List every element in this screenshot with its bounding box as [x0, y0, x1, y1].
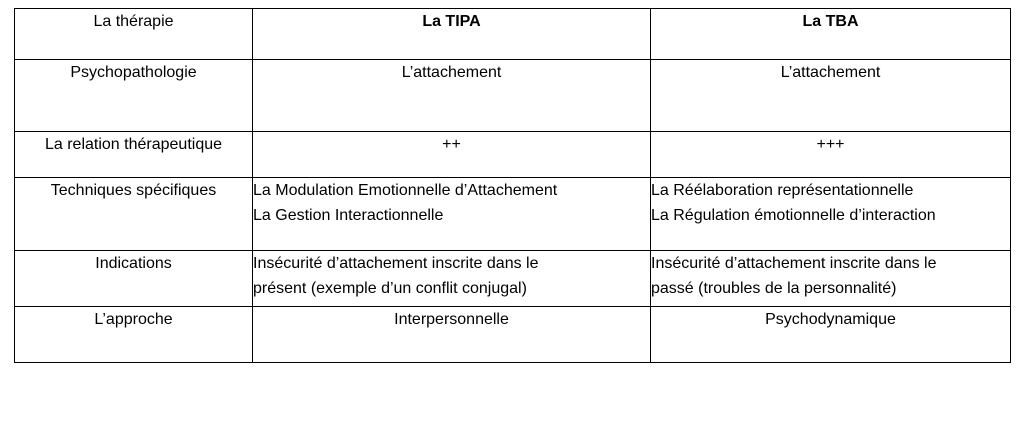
cell-tipa-approche	[253, 307, 651, 363]
cell-tipa-indications	[253, 251, 651, 307]
table-row	[15, 307, 1011, 363]
cell-tba-indications	[651, 251, 1011, 307]
cell-line: La Régulation émotionnelle d’interaction	[651, 207, 936, 224]
table-header-row	[15, 9, 1011, 60]
cell-tba-approche	[651, 307, 1011, 363]
cell-tba-techniques	[651, 178, 1011, 251]
header-tba: La TBA	[651, 9, 1011, 60]
header-tipa: La TIPA	[253, 9, 651, 60]
row-label-approche: L’approche	[15, 307, 253, 363]
table-row	[15, 178, 1011, 251]
cell-line: Interpersonnelle	[394, 311, 509, 328]
cell-line: Insécurité d’attachement inscrite dans le	[253, 255, 539, 272]
cell-line: L’attachement	[401, 64, 502, 81]
cell-line: L’attachement	[780, 64, 881, 81]
row-label-techniques: Techniques spécifiques	[15, 178, 253, 251]
cell-tba-psychopathologie	[651, 60, 1011, 132]
cell-tba-relation	[651, 132, 1011, 178]
comparison-table	[14, 8, 1011, 363]
row-label-indications: Indications	[15, 251, 253, 307]
cell-line: La Gestion Interactionnelle	[253, 207, 444, 224]
table-row	[15, 132, 1011, 178]
header-therapy: La thérapie	[15, 9, 253, 60]
row-label-psychopathologie: Psychopathologie	[15, 60, 253, 132]
cell-tipa-relation	[253, 132, 651, 178]
cell-line: La Modulation Emotionnelle d’Attachement	[253, 182, 558, 199]
cell-line: Insécurité d’attachement inscrite dans le	[651, 255, 937, 272]
cell-line: +++	[816, 136, 845, 153]
cell-line: La Réélaboration représentationnelle	[651, 182, 914, 199]
cell-tipa-psychopathologie	[253, 60, 651, 132]
cell-tipa-techniques	[253, 178, 651, 251]
cell-line: passé (troubles de la personnalité)	[651, 280, 897, 297]
cell-line: ++	[442, 136, 461, 153]
row-label-relation: La relation thérapeutique	[15, 132, 253, 178]
table-row	[15, 251, 1011, 307]
cell-line: Psychodynamique	[765, 311, 896, 328]
cell-line: présent (exemple d’un conflit conjugal)	[253, 280, 527, 297]
table-row	[15, 60, 1011, 132]
